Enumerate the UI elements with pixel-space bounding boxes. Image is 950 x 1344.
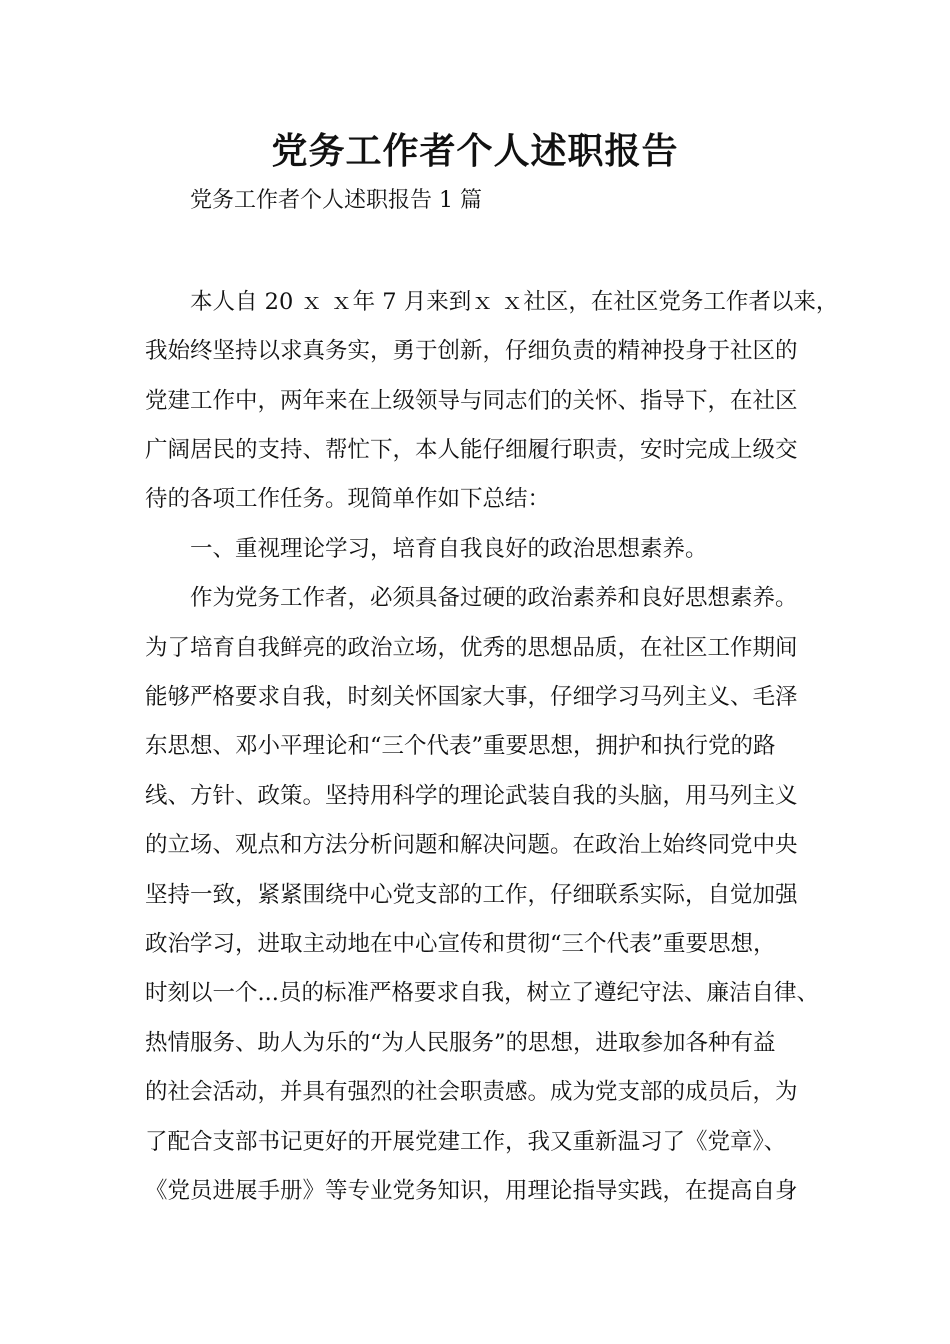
section-heading: 一、重视理论学习，培育自我良好的政治思想素养。: [190, 536, 708, 562]
document-subtitle: 党务工作者个人述职报告 1 篇: [190, 188, 482, 213]
paragraph-line: 作为党务工作者，必须具备过硬的政治素养和良好思想素养。: [190, 585, 798, 611]
paragraph-line: 政治学习，进取主动地在中心宣传和贯彻“三个代表”重要思想，: [145, 931, 776, 957]
paragraph-line: 热情服务、助人为乐的“为人民服务”的思想，进取参加各种有益: [145, 1030, 776, 1056]
paragraph-line: 时刻以一个...员的标准严格要求自我，树立了遵纪守法、廉洁自律、: [145, 980, 819, 1006]
paragraph-line: 党建工作中，两年来在上级领导与同志们的关怀、指导下，在社区: [145, 388, 798, 414]
paragraph-line: 我始终坚持以求真务实，勇于创新，仔细负责的精神投身于社区的: [145, 338, 798, 364]
paragraph-line: 本人自 20 ｘ ｘ年 7 月来到ｘ ｘ社区，在社区党务工作者以来，: [190, 289, 839, 315]
paragraph-line: 坚持一致，紧紧围绕中心党支部的工作，仔细联系实际，自觉加强: [145, 882, 798, 908]
paragraph-line: 能够严格要求自我，时刻关怀国家大事，仔细学习马列主义、毛泽: [145, 684, 798, 710]
paragraph-line: 《党员进展手册》等专业党务知识，用理论指导实践，在提高自身: [145, 1178, 798, 1204]
paragraph-line: 广阔居民的支持、帮忙下，本人能仔细履行职责，安时完成上级交: [145, 437, 798, 463]
paragraph-line: 线、方针、政策。坚持用科学的理论武装自我的头脑，用马列主义: [145, 783, 798, 809]
paragraph-line: 的社会活动，并具有强烈的社会职责感。成为党支部的成员后，为: [145, 1079, 798, 1105]
paragraph-line: 东思想、邓小平理论和“三个代表”重要思想，拥护和执行党的路: [145, 733, 776, 759]
paragraph-line: 待的各项工作任务。现简单作如下总结：: [145, 486, 551, 512]
paragraph-line: 了配合支部书记更好的开展党建工作，我又重新温习了《党章》、: [145, 1129, 787, 1155]
paragraph-line: 为了培育自我鲜亮的政治立场，优秀的思想品质，在社区工作期间: [145, 635, 798, 661]
paragraph-line: 的立场、观点和方法分析问题和解决问题。在政治上始终同党中央: [145, 832, 798, 858]
document-title: 党务工作者个人述职报告: [271, 130, 679, 172]
